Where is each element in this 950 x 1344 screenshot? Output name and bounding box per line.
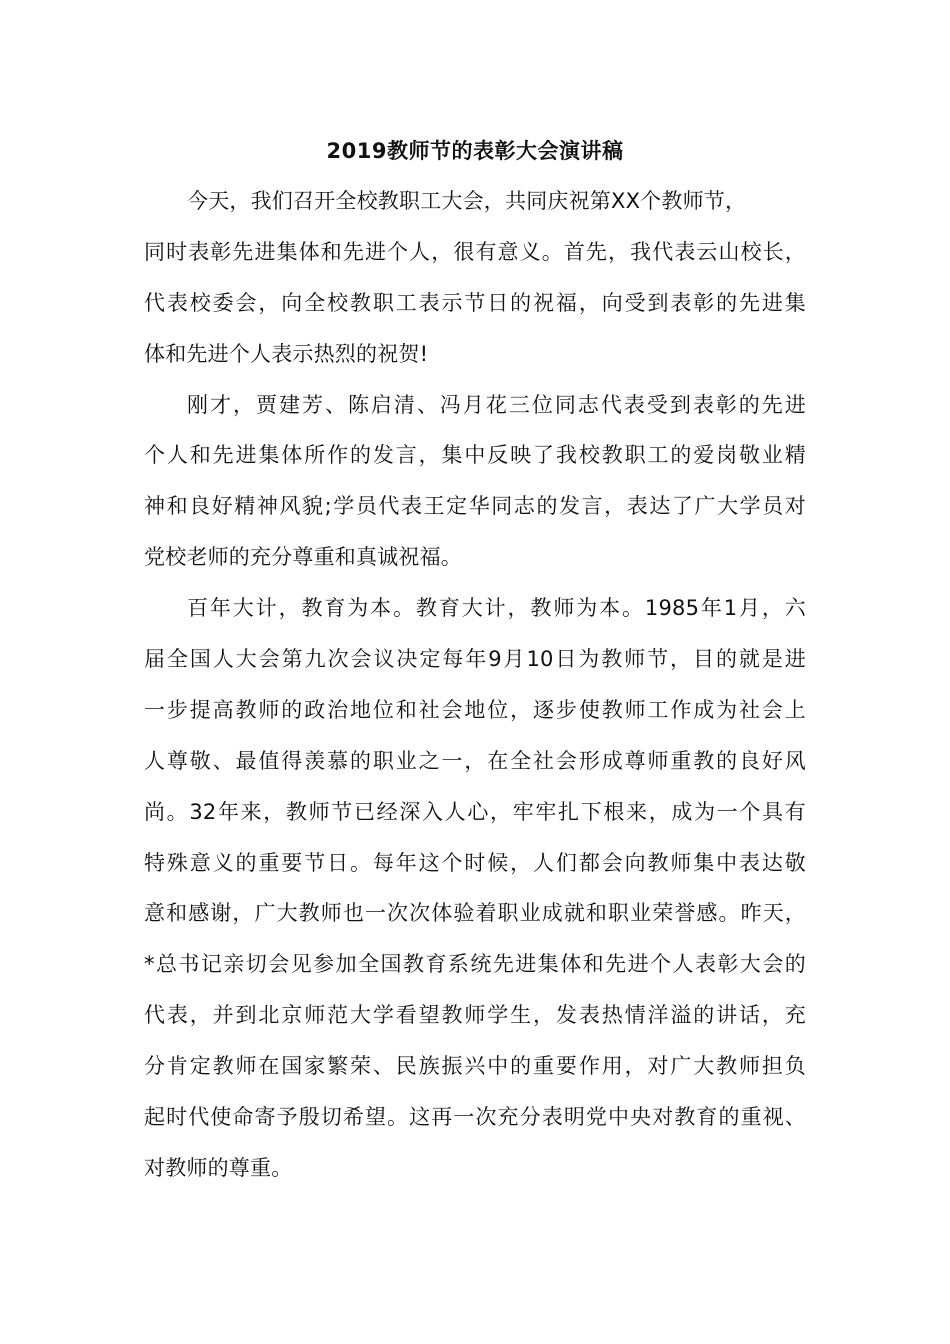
paragraph-2-line-4: 党校老师的充分尊重和真诚祝福。 xyxy=(144,545,462,570)
paragraph-1-line-2: 同时表彰先进集体和先进个人，很有意义。首先，我代表云山校长， xyxy=(144,239,806,264)
paragraph-3-line-5: 尚。32年来，教师节已经深入人心，牢牢扎下根来，成为一个具有 xyxy=(144,799,806,824)
paragraph-2-line-2: 个人和先进集体所作的发言，集中反映了我校教职工的爱岗敬业精 xyxy=(144,443,806,468)
document-title: 2019教师节的表彰大会演讲稿 xyxy=(326,139,624,163)
paragraph-3-line-9: 代表，并到北京师范大学看望教师学生，发表热情洋溢的讲话，充 xyxy=(144,1003,806,1028)
paragraph-2-line-3: 神和良好精神风貌;学员代表王定华同志的发言，表达了广大学员对 xyxy=(144,494,806,519)
paragraph-1-line-3: 代表校委会，向全校教职工表示节日的祝福，向受到表彰的先进集 xyxy=(144,290,806,315)
paragraph-3-line-2: 届全国人大会第九次会议决定每年9月10日为教师节，目的就是进 xyxy=(144,647,806,672)
paragraph-2-line-1: 刚才，贾建芳、陈启清、冯月花三位同志代表受到表彰的先进 xyxy=(187,392,806,417)
paragraph-3-line-7: 意和感谢，广大教师也一次次体验着职业成就和职业荣誉感。昨天， xyxy=(144,901,806,926)
paragraph-3-line-6: 特殊意义的重要节日。每年这个时候，人们都会向教师集中表达敬 xyxy=(144,850,806,875)
paragraph-1-line-4: 体和先进个人表示热烈的祝贺! xyxy=(144,341,429,366)
paragraph-3-line-4: 人尊敬、最值得羡慕的职业之一，在全社会形成尊师重教的良好风 xyxy=(144,748,806,773)
paragraph-1-line-1: 今天，我们召开全校教职工大会，共同庆祝第XX个教师节， xyxy=(187,189,747,213)
paragraph-3-line-12: 对教师的尊重。 xyxy=(144,1155,293,1180)
paragraph-3-line-1: 百年大计，教育为本。教育大计，教师为本。1985年1月，六 xyxy=(187,596,806,621)
paragraph-3-line-3: 一步提高教师的政治地位和社会地位，逐步使教师工作成为社会上 xyxy=(144,697,806,722)
document-body xyxy=(144,184,806,1202)
paragraph-3-line-8: *总书记亲切会见参加全国教育系统先进集体和先进个人表彰大会的 xyxy=(144,952,806,977)
paragraph-3-line-11: 起时代使命寄予殷切希望。这再一次充分表明党中央对教育的重视、 xyxy=(144,1105,806,1130)
paragraph-3-line-10: 分肯定教师在国家繁荣、民族振兴中的重要作用，对广大教师担负 xyxy=(144,1054,806,1079)
